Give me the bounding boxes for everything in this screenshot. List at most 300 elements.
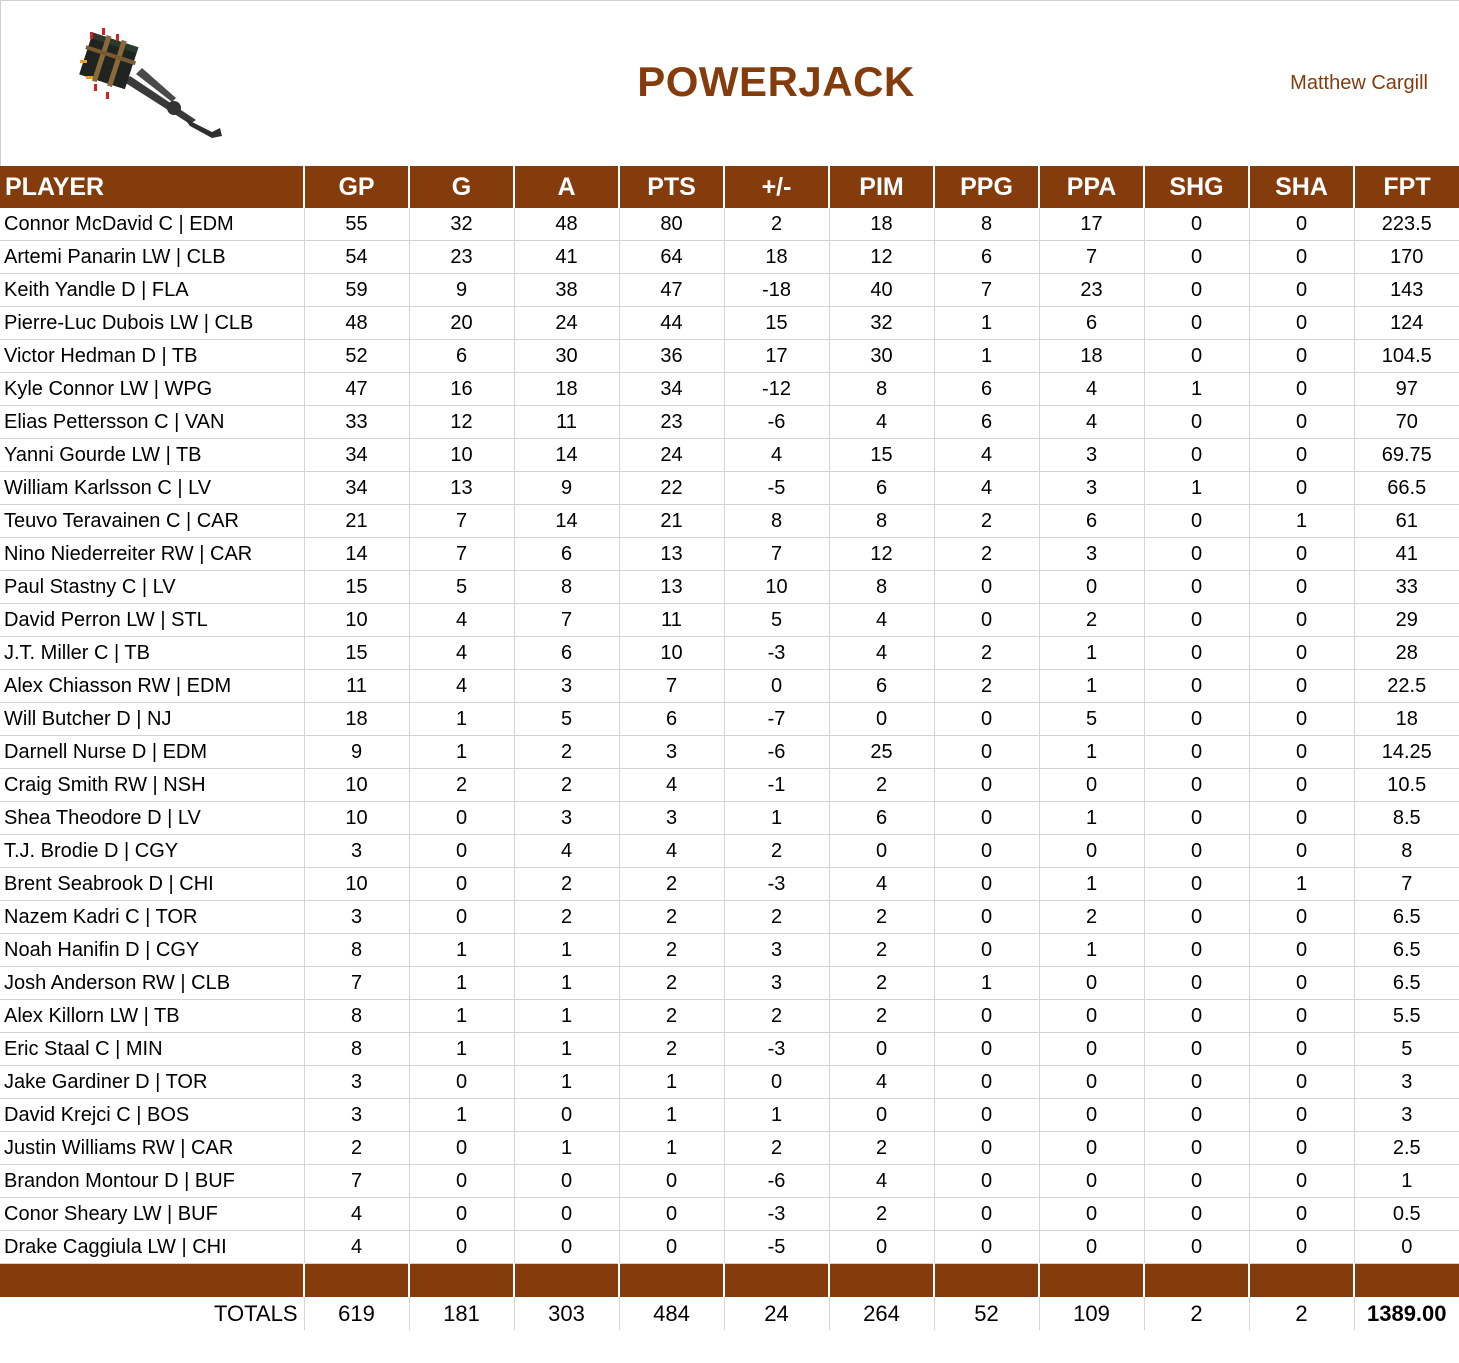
cell-plus-minus: 5 xyxy=(724,604,829,637)
cell-a: 0 xyxy=(514,1099,619,1132)
cell-ppg: 6 xyxy=(934,373,1039,406)
cell-pim: 40 xyxy=(829,274,934,307)
separator-bar-cell xyxy=(304,1264,409,1298)
cell-ppg: 0 xyxy=(934,835,1039,868)
cell-plus-minus: 1 xyxy=(724,802,829,835)
cell-player: Drake Caggiula LW | CHI xyxy=(0,1231,304,1264)
cell-ppg: 0 xyxy=(934,1000,1039,1033)
cell-pim: 6 xyxy=(829,472,934,505)
cell-g: 1 xyxy=(409,736,514,769)
cell-g: 5 xyxy=(409,571,514,604)
cell-a: 0 xyxy=(514,1198,619,1231)
total-fpt: 1389.00 xyxy=(1366,1300,1447,1326)
cell-ppg: 0 xyxy=(934,1033,1039,1066)
cell-sha: 0 xyxy=(1249,802,1354,835)
column-header-shg: SHG xyxy=(1144,166,1249,208)
cell-shg: 0 xyxy=(1144,1099,1249,1132)
cell-a: 9 xyxy=(514,472,619,505)
cell-g: 16 xyxy=(409,373,514,406)
cell-gp: 3 xyxy=(304,1099,409,1132)
cell-shg: 0 xyxy=(1144,934,1249,967)
column-header-ppa: PPA xyxy=(1039,166,1144,208)
cell-ppa: 23 xyxy=(1039,274,1144,307)
cell-pim: 2 xyxy=(829,934,934,967)
cell-player: Brandon Montour D | BUF xyxy=(0,1165,304,1198)
column-header-plus-minus: +/- xyxy=(724,166,829,208)
cell-fpt: 18 xyxy=(1354,703,1459,736)
cell-shg: 0 xyxy=(1144,1000,1249,1033)
cell-shg: 0 xyxy=(1144,1198,1249,1231)
table-row xyxy=(0,1066,1459,1099)
cell-ppa: 5 xyxy=(1039,703,1144,736)
cell-ppg: 2 xyxy=(934,670,1039,703)
cell-gp: 10 xyxy=(304,802,409,835)
cell-fpt: 170 xyxy=(1354,241,1459,274)
cell-sha: 0 xyxy=(1249,934,1354,967)
table-row xyxy=(0,934,1459,967)
cell-g: 7 xyxy=(409,538,514,571)
cell-player: Kyle Connor LW | WPG xyxy=(0,373,304,406)
total-ppg: 52 xyxy=(934,1297,1039,1330)
cell-shg: 0 xyxy=(1144,571,1249,604)
cell-gp: 34 xyxy=(304,439,409,472)
cell-plus-minus: 7 xyxy=(724,538,829,571)
cell-pim: 0 xyxy=(829,1033,934,1066)
cell-ppa: 1 xyxy=(1039,736,1144,769)
cell-shg: 0 xyxy=(1144,439,1249,472)
cell-pts: 44 xyxy=(619,307,724,340)
cell-plus-minus: -18 xyxy=(724,274,829,307)
table-row xyxy=(0,274,1459,307)
cell-pim: 12 xyxy=(829,241,934,274)
cell-gp: 4 xyxy=(304,1231,409,1264)
cell-ppg: 0 xyxy=(934,1198,1039,1231)
cell-a: 2 xyxy=(514,769,619,802)
cell-g: 23 xyxy=(409,241,514,274)
cell-ppa: 1 xyxy=(1039,670,1144,703)
cell-player: Elias Pettersson C | VAN xyxy=(0,406,304,439)
cell-ppg: 1 xyxy=(934,967,1039,1000)
cell-pts: 7 xyxy=(619,670,724,703)
cell-ppg: 4 xyxy=(934,439,1039,472)
cell-fpt: 61 xyxy=(1354,505,1459,538)
cell-pts: 22 xyxy=(619,472,724,505)
cell-ppa: 0 xyxy=(1039,1066,1144,1099)
cell-sha: 0 xyxy=(1249,241,1354,274)
cell-g: 0 xyxy=(409,868,514,901)
cell-player: Alex Chiasson RW | EDM xyxy=(0,670,304,703)
separator-bar-cell xyxy=(1249,1264,1354,1298)
cell-g: 0 xyxy=(409,1066,514,1099)
cell-plus-minus: -1 xyxy=(724,769,829,802)
cell-gp: 10 xyxy=(304,868,409,901)
table-row xyxy=(0,373,1459,406)
separator-bar-cell xyxy=(409,1264,514,1298)
cell-g: 6 xyxy=(409,340,514,373)
cell-a: 2 xyxy=(514,901,619,934)
cell-shg: 0 xyxy=(1144,868,1249,901)
cell-plus-minus: -5 xyxy=(724,1231,829,1264)
cell-pts: 24 xyxy=(619,439,724,472)
cell-pts: 34 xyxy=(619,373,724,406)
table-row xyxy=(0,1231,1459,1264)
table-row xyxy=(0,604,1459,637)
cell-sha: 0 xyxy=(1249,208,1354,241)
cell-pim: 2 xyxy=(829,1198,934,1231)
table-row xyxy=(0,769,1459,802)
cell-gp: 52 xyxy=(304,340,409,373)
cell-sha: 0 xyxy=(1249,307,1354,340)
cell-ppg: 0 xyxy=(934,736,1039,769)
cell-a: 3 xyxy=(514,802,619,835)
table-row xyxy=(0,1132,1459,1165)
page-border-top xyxy=(0,0,1459,1)
total-gp: 619 xyxy=(304,1297,409,1330)
table-row xyxy=(0,967,1459,1000)
cell-ppg: 6 xyxy=(934,241,1039,274)
cell-pts: 2 xyxy=(619,967,724,1000)
separator-bar-cell xyxy=(0,1264,304,1298)
cell-plus-minus: 4 xyxy=(724,439,829,472)
cell-ppg: 2 xyxy=(934,538,1039,571)
cell-gp: 54 xyxy=(304,241,409,274)
cell-g: 1 xyxy=(409,1099,514,1132)
cell-shg: 0 xyxy=(1144,1033,1249,1066)
cell-sha: 0 xyxy=(1249,373,1354,406)
cell-gp: 34 xyxy=(304,472,409,505)
separator-bar-cell xyxy=(934,1264,1039,1298)
cell-fpt: 70 xyxy=(1354,406,1459,439)
cell-gp: 3 xyxy=(304,835,409,868)
cell-shg: 0 xyxy=(1144,1066,1249,1099)
cell-pim: 18 xyxy=(829,208,934,241)
cell-pts: 3 xyxy=(619,802,724,835)
column-header-a: A xyxy=(514,166,619,208)
cell-ppa: 1 xyxy=(1039,802,1144,835)
cell-ppa: 0 xyxy=(1039,1000,1144,1033)
cell-ppg: 4 xyxy=(934,472,1039,505)
cell-pim: 2 xyxy=(829,1132,934,1165)
cell-pts: 0 xyxy=(619,1198,724,1231)
cell-sha: 0 xyxy=(1249,1132,1354,1165)
cell-g: 0 xyxy=(409,1132,514,1165)
cell-pim: 2 xyxy=(829,967,934,1000)
cell-fpt: 0 xyxy=(1354,1231,1459,1264)
cell-pim: 0 xyxy=(829,703,934,736)
cell-player: Justin Williams RW | CAR xyxy=(0,1132,304,1165)
cell-gp: 15 xyxy=(304,571,409,604)
cell-pts: 4 xyxy=(619,769,724,802)
cell-ppa: 1 xyxy=(1039,868,1144,901)
cell-player: Artemi Panarin LW | CLB xyxy=(0,241,304,274)
cell-ppg: 0 xyxy=(934,1132,1039,1165)
column-header-player: PLAYER xyxy=(0,166,304,208)
cell-g: 0 xyxy=(409,1231,514,1264)
cell-sha: 0 xyxy=(1249,604,1354,637)
cell-ppg: 2 xyxy=(934,505,1039,538)
cell-fpt: 6.5 xyxy=(1354,901,1459,934)
cell-plus-minus: 2 xyxy=(724,901,829,934)
table-row xyxy=(0,208,1459,241)
cell-sha: 0 xyxy=(1249,406,1354,439)
cell-g: 20 xyxy=(409,307,514,340)
cell-shg: 0 xyxy=(1144,670,1249,703)
cell-gp: 10 xyxy=(304,604,409,637)
table-header-row xyxy=(0,166,1459,208)
table-row xyxy=(0,340,1459,373)
cell-pts: 2 xyxy=(619,934,724,967)
cell-shg: 0 xyxy=(1144,406,1249,439)
separator-bar-cell xyxy=(1144,1264,1249,1298)
column-header-gp: GP xyxy=(304,166,409,208)
cell-pts: 2 xyxy=(619,1033,724,1066)
table-row xyxy=(0,439,1459,472)
cell-fpt: 66.5 xyxy=(1354,472,1459,505)
cell-a: 6 xyxy=(514,637,619,670)
cell-fpt: 223.5 xyxy=(1354,208,1459,241)
cell-ppa: 2 xyxy=(1039,604,1144,637)
cell-shg: 0 xyxy=(1144,307,1249,340)
cell-gp: 9 xyxy=(304,736,409,769)
cell-player: T.J. Brodie D | CGY xyxy=(0,835,304,868)
cell-pts: 23 xyxy=(619,406,724,439)
cell-g: 1 xyxy=(409,934,514,967)
cell-pts: 11 xyxy=(619,604,724,637)
cell-plus-minus: 0 xyxy=(724,670,829,703)
cell-a: 1 xyxy=(514,1000,619,1033)
cell-g: 9 xyxy=(409,274,514,307)
cell-ppa: 0 xyxy=(1039,967,1144,1000)
cell-a: 30 xyxy=(514,340,619,373)
cell-player: Alex Killorn LW | TB xyxy=(0,1000,304,1033)
cell-fpt: 104.5 xyxy=(1354,340,1459,373)
cell-shg: 0 xyxy=(1144,901,1249,934)
cell-g: 4 xyxy=(409,604,514,637)
table-row xyxy=(0,901,1459,934)
cell-shg: 1 xyxy=(1144,472,1249,505)
cell-shg: 0 xyxy=(1144,736,1249,769)
cell-g: 4 xyxy=(409,637,514,670)
team-owner-name: Matthew Cargill xyxy=(1290,72,1428,94)
cell-ppg: 2 xyxy=(934,637,1039,670)
cell-pim: 4 xyxy=(829,1066,934,1099)
cell-pts: 10 xyxy=(619,637,724,670)
cell-sha: 0 xyxy=(1249,1165,1354,1198)
cell-pim: 0 xyxy=(829,1099,934,1132)
table-row xyxy=(0,307,1459,340)
cell-plus-minus: 0 xyxy=(724,1066,829,1099)
cell-gp: 8 xyxy=(304,934,409,967)
cell-shg: 0 xyxy=(1144,802,1249,835)
cell-shg: 0 xyxy=(1144,1132,1249,1165)
cell-ppa: 3 xyxy=(1039,538,1144,571)
total-plus-minus: 24 xyxy=(724,1297,829,1330)
cell-fpt: 1 xyxy=(1354,1165,1459,1198)
cell-player: Shea Theodore D | LV xyxy=(0,802,304,835)
cell-gp: 10 xyxy=(304,769,409,802)
cell-pts: 21 xyxy=(619,505,724,538)
cell-ppg: 8 xyxy=(934,208,1039,241)
cell-player: Jake Gardiner D | TOR xyxy=(0,1066,304,1099)
cell-pts: 2 xyxy=(619,901,724,934)
cell-shg: 0 xyxy=(1144,208,1249,241)
cell-ppa: 3 xyxy=(1039,472,1144,505)
cell-gp: 8 xyxy=(304,1033,409,1066)
cell-a: 3 xyxy=(514,670,619,703)
cell-ppg: 0 xyxy=(934,1066,1039,1099)
table-row xyxy=(0,241,1459,274)
cell-a: 11 xyxy=(514,406,619,439)
cell-player: Keith Yandle D | FLA xyxy=(0,274,304,307)
cell-plus-minus: 8 xyxy=(724,505,829,538)
table-row xyxy=(0,505,1459,538)
cell-ppa: 6 xyxy=(1039,307,1144,340)
cell-gp: 47 xyxy=(304,373,409,406)
cell-a: 0 xyxy=(514,1165,619,1198)
cell-sha: 0 xyxy=(1249,1000,1354,1033)
cell-plus-minus: -6 xyxy=(724,406,829,439)
cell-ppg: 7 xyxy=(934,274,1039,307)
table-row xyxy=(0,802,1459,835)
cell-fpt: 29 xyxy=(1354,604,1459,637)
cell-ppa: 0 xyxy=(1039,1165,1144,1198)
cell-g: 1 xyxy=(409,1033,514,1066)
cell-sha: 0 xyxy=(1249,736,1354,769)
cell-player: Nino Niederreiter RW | CAR xyxy=(0,538,304,571)
cell-g: 2 xyxy=(409,769,514,802)
separator-bar-cell xyxy=(724,1264,829,1298)
cell-g: 4 xyxy=(409,670,514,703)
table-row xyxy=(0,1099,1459,1132)
cell-player: Will Butcher D | NJ xyxy=(0,703,304,736)
cell-player: Victor Hedman D | TB xyxy=(0,340,304,373)
cell-a: 1 xyxy=(514,967,619,1000)
cell-shg: 0 xyxy=(1144,340,1249,373)
cell-shg: 0 xyxy=(1144,1165,1249,1198)
cell-gp: 2 xyxy=(304,1132,409,1165)
cell-player: Yanni Gourde LW | TB xyxy=(0,439,304,472)
cell-pts: 47 xyxy=(619,274,724,307)
player-stats-table xyxy=(0,166,1459,1330)
cell-fpt: 6.5 xyxy=(1354,934,1459,967)
cell-fpt: 3 xyxy=(1354,1066,1459,1099)
cell-sha: 0 xyxy=(1249,1231,1354,1264)
cell-a: 14 xyxy=(514,505,619,538)
cell-gp: 18 xyxy=(304,703,409,736)
table-row xyxy=(0,571,1459,604)
total-sha: 2 xyxy=(1249,1297,1354,1330)
cell-ppg: 1 xyxy=(934,307,1039,340)
cell-pts: 36 xyxy=(619,340,724,373)
cell-pim: 32 xyxy=(829,307,934,340)
cell-plus-minus: -3 xyxy=(724,1033,829,1066)
cell-fpt: 41 xyxy=(1354,538,1459,571)
cell-sha: 0 xyxy=(1249,274,1354,307)
cell-pim: 4 xyxy=(829,637,934,670)
cell-player: Paul Stastny C | LV xyxy=(0,571,304,604)
powerjack-hammer-icon xyxy=(72,24,232,142)
cell-ppg: 0 xyxy=(934,868,1039,901)
total-a: 303 xyxy=(514,1297,619,1330)
cell-a: 2 xyxy=(514,868,619,901)
cell-pim: 15 xyxy=(829,439,934,472)
cell-a: 38 xyxy=(514,274,619,307)
cell-ppg: 0 xyxy=(934,1165,1039,1198)
cell-shg: 1 xyxy=(1144,373,1249,406)
cell-player: Josh Anderson RW | CLB xyxy=(0,967,304,1000)
cell-sha: 0 xyxy=(1249,967,1354,1000)
cell-ppa: 3 xyxy=(1039,439,1144,472)
separator-bar-cell xyxy=(829,1264,934,1298)
cell-fpt: 5.5 xyxy=(1354,1000,1459,1033)
column-header-pim: PIM xyxy=(829,166,934,208)
cell-ppa: 1 xyxy=(1039,934,1144,967)
table-row xyxy=(0,406,1459,439)
cell-player: William Karlsson C | LV xyxy=(0,472,304,505)
cell-g: 1 xyxy=(409,1000,514,1033)
cell-player: Teuvo Teravainen C | CAR xyxy=(0,505,304,538)
cell-ppa: 0 xyxy=(1039,769,1144,802)
cell-pim: 4 xyxy=(829,1165,934,1198)
cell-gp: 3 xyxy=(304,1066,409,1099)
cell-ppa: 6 xyxy=(1039,505,1144,538)
cell-fpt: 143 xyxy=(1354,274,1459,307)
separator-bar-cell xyxy=(1354,1264,1459,1298)
cell-sha: 0 xyxy=(1249,1099,1354,1132)
cell-a: 5 xyxy=(514,703,619,736)
separator-bar-cell xyxy=(1039,1264,1144,1298)
cell-ppa: 18 xyxy=(1039,340,1144,373)
cell-fpt: 69.75 xyxy=(1354,439,1459,472)
cell-shg: 0 xyxy=(1144,505,1249,538)
cell-plus-minus: 2 xyxy=(724,208,829,241)
column-header-ppg: PPG xyxy=(934,166,1039,208)
table-row xyxy=(0,1033,1459,1066)
cell-pim: 25 xyxy=(829,736,934,769)
cell-plus-minus: -3 xyxy=(724,637,829,670)
cell-ppa: 0 xyxy=(1039,1132,1144,1165)
cell-pim: 6 xyxy=(829,670,934,703)
totals-label: TOTALS xyxy=(0,1297,304,1330)
cell-ppg: 1 xyxy=(934,340,1039,373)
cell-pts: 2 xyxy=(619,868,724,901)
cell-player: David Krejci C | BOS xyxy=(0,1099,304,1132)
cell-player: Eric Staal C | MIN xyxy=(0,1033,304,1066)
cell-gp: 7 xyxy=(304,1165,409,1198)
separator-bar-cell xyxy=(619,1264,724,1298)
cell-gp: 48 xyxy=(304,307,409,340)
cell-a: 1 xyxy=(514,1033,619,1066)
cell-shg: 0 xyxy=(1144,835,1249,868)
table-row xyxy=(0,472,1459,505)
column-header-fpt: FPT xyxy=(1354,166,1459,208)
cell-pim: 12 xyxy=(829,538,934,571)
cell-g: 1 xyxy=(409,703,514,736)
page-border-left xyxy=(0,0,1,166)
cell-pts: 6 xyxy=(619,703,724,736)
cell-plus-minus: 3 xyxy=(724,967,829,1000)
cell-fpt: 97 xyxy=(1354,373,1459,406)
cell-ppa: 1 xyxy=(1039,637,1144,670)
cell-pim: 8 xyxy=(829,373,934,406)
cell-a: 4 xyxy=(514,835,619,868)
cell-a: 18 xyxy=(514,373,619,406)
cell-a: 8 xyxy=(514,571,619,604)
cell-ppg: 0 xyxy=(934,901,1039,934)
column-header-g: G xyxy=(409,166,514,208)
cell-pts: 0 xyxy=(619,1165,724,1198)
cell-pts: 1 xyxy=(619,1099,724,1132)
